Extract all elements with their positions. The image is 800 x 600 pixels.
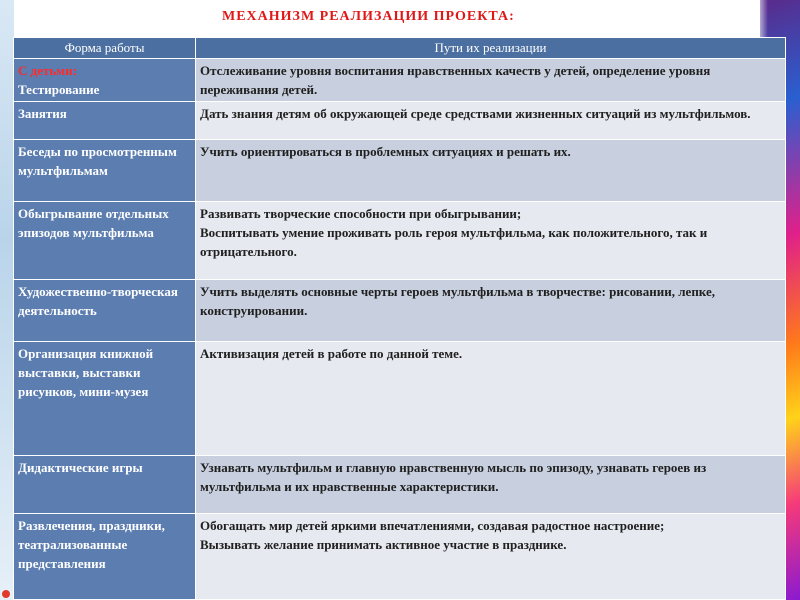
form-cell: Обыгрывание отдельных эпизодов мультфильма [14, 202, 196, 280]
slide-corner-marker [2, 590, 10, 598]
column-header-ways: Пути их реализации [196, 38, 786, 59]
ways-cell-line: Вызывать желание принимать активное участие в празднике. [200, 537, 567, 552]
ways-cell [196, 514, 786, 600]
ways-cell: Активизация детей в работе по данной теме. [196, 342, 786, 456]
ways-cell: Отслеживание уровня воспитания нравственных качеств у детей, определение уровня переживания детей. [196, 59, 786, 102]
ways-cell-line: Развивать творческие способности при обыгрывании; [200, 206, 522, 221]
form-cell [14, 59, 196, 102]
ways-cell: Учить ориентироваться в проблемных ситуациях и решать их. [196, 140, 786, 202]
table-row [14, 456, 786, 514]
form-cell: Организация книжной выставки, выставки рисунков, мини-музея [14, 342, 196, 456]
form-cell: Занятия [14, 102, 196, 140]
form-cell: Дидактические игры [14, 456, 196, 514]
table-row [14, 102, 786, 140]
ways-cell: Учить выделять основные черты героев мультфильма в творчестве: рисовании, лепке, конструировании. [196, 280, 786, 342]
ways-cell-line: Обогащать мир детей яркими впечатлениями, создавая радостное настроение; [200, 518, 665, 533]
table-header-row [14, 38, 786, 59]
form-cell: Художественно-творческая деятельность [14, 280, 196, 342]
form-cell-prefix: С детьми: [18, 63, 77, 78]
form-cell: Развлечения, праздники, театрализованные представления [14, 514, 196, 600]
project-mechanism-table [13, 37, 786, 600]
column-header-form: Форма работы [14, 38, 196, 59]
table-row [14, 280, 786, 342]
table-row [14, 202, 786, 280]
ways-cell [196, 202, 786, 280]
form-cell: Беседы по просмотренным мультфильмам [14, 140, 196, 202]
form-cell-text: Тестирование [18, 82, 100, 97]
table-row [14, 514, 786, 600]
slide-title: МЕХАНИЗМ РЕАЛИЗАЦИИ ПРОЕКТА: [222, 9, 515, 24]
ways-cell-line: Воспитывать умение проживать роль героя мультфильма, как положительного, так и отрицательного. [200, 225, 708, 259]
table-row [14, 342, 786, 456]
ways-cell: Узнавать мультфильм и главную нравственную мысль по эпизоду, узнавать героев из мультфильма и их нравственные характеристики. [196, 456, 786, 514]
table-row [14, 59, 786, 102]
left-background-strip [0, 0, 14, 600]
table-row [14, 140, 786, 202]
ways-cell: Дать знания детям об окружающей среде средствами жизненных ситуаций из мультфильмов. [196, 102, 786, 140]
